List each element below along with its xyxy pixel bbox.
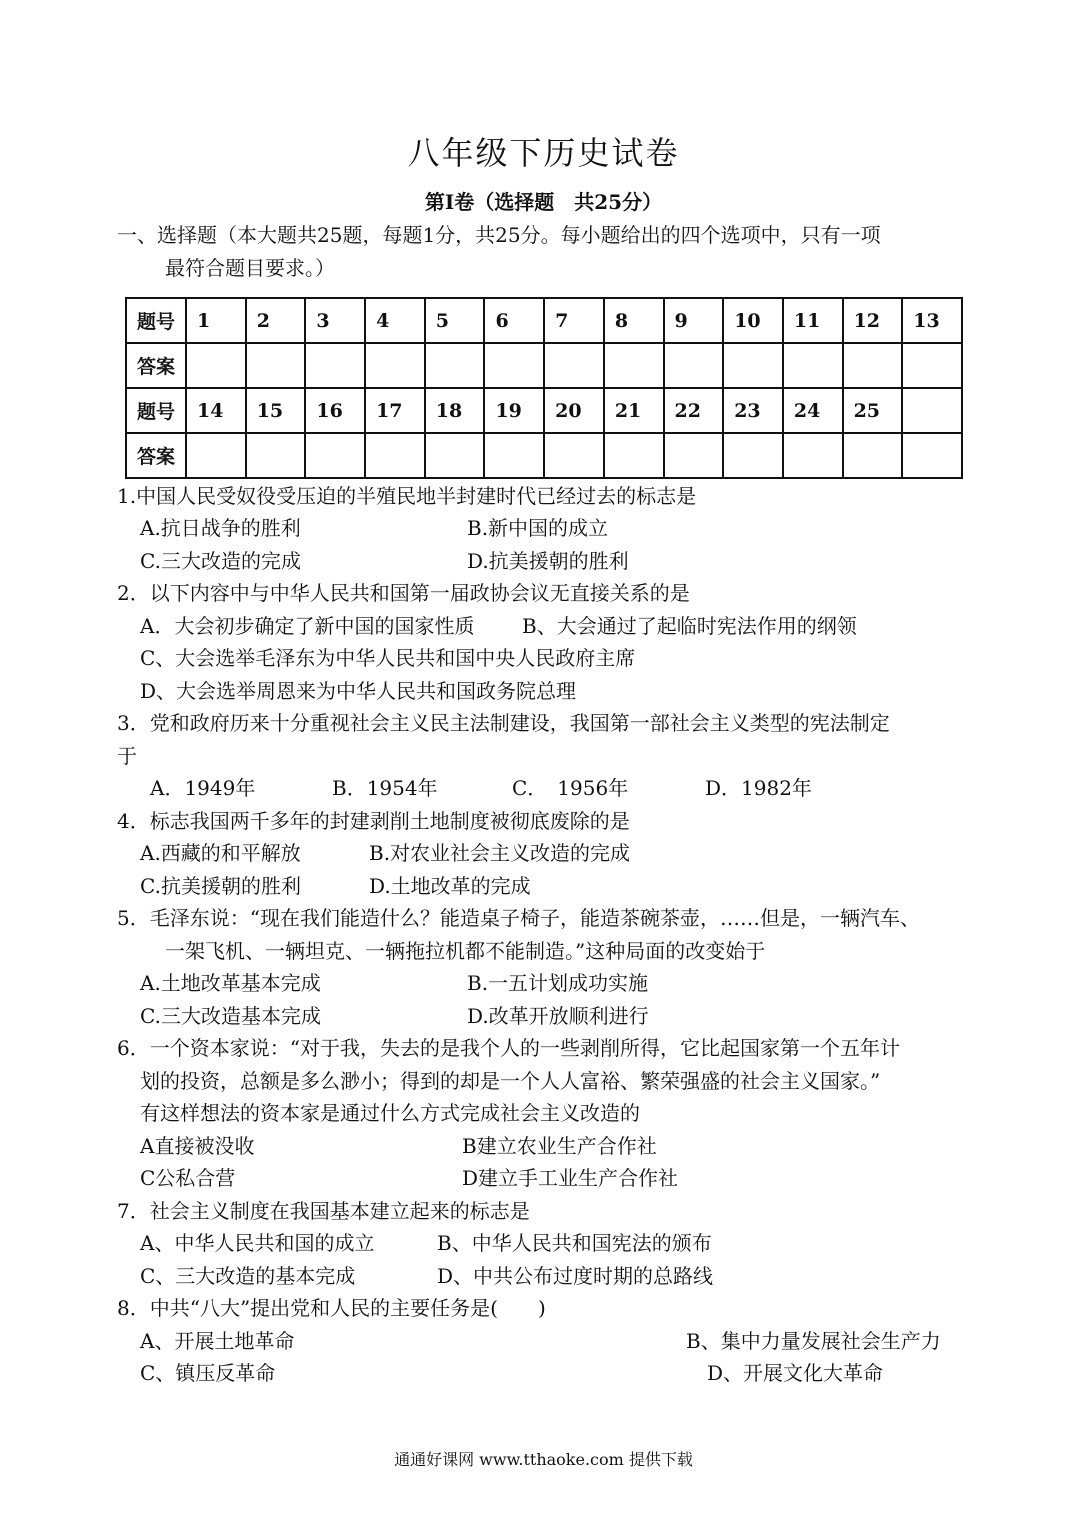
question-number-cell [902,388,962,433]
question-8-option-a: A、开展土地革命 [140,1329,295,1353]
question-number-cell: 12 [843,298,903,343]
answer-cell[interactable] [723,343,783,388]
answer-cell[interactable] [902,433,962,478]
question-6-option-d: D建立手工业生产合作社 [462,1166,679,1190]
question-6-stem-continued: 划的投资，总额是多么渺小；得到的却是一个人人富裕、繁荣强盛的社会主义国家。” [140,1069,881,1093]
question-6-stem-continued-2: 有这样想法的资本家是通过什么方式完成社会主义改造的 [140,1101,640,1125]
question-number-cell: 25 [843,388,903,433]
question-5-option-a: A.土地改革基本完成 [140,971,321,995]
question-3-option-b: B．1954年 [332,776,438,800]
answer-cell[interactable] [365,433,425,478]
answer-cell[interactable] [843,433,903,478]
answer-cell[interactable] [544,343,604,388]
question-number-cell: 17 [365,388,425,433]
question-3-stem-continued: 于 [117,744,137,768]
question-number-cell: 21 [604,388,664,433]
question-8-option-b: B、集中力量发展社会生产力 [686,1329,941,1353]
question-5-option-d: D.改革开放顺利进行 [467,1004,649,1028]
question-1-option-a: A.抗日战争的胜利 [140,516,301,540]
question-1-option-c: C.三大改造的完成 [140,549,301,573]
row-label-answer: 答案 [126,343,186,388]
answer-table-number-row-2 [126,388,962,433]
answer-table-number-row-1 [126,298,962,343]
answer-table-answer-row-2 [126,433,962,478]
question-number-cell: 20 [544,388,604,433]
row-label-number: 题号 [126,388,186,433]
question-number-cell: 11 [783,298,843,343]
question-5-option-c: C.三大改造基本完成 [140,1004,321,1028]
answer-cell[interactable] [664,433,724,478]
question-number-cell: 14 [186,388,246,433]
answer-cell[interactable] [604,343,664,388]
question-2-option-b: B、大会通过了起临时宪法作用的纲领 [522,614,857,638]
question-number-cell: 2 [246,298,306,343]
question-7-option-a: A、中华人民共和国的成立 [140,1231,375,1255]
question-5-option-b: B.一五计划成功实施 [467,971,649,995]
answer-cell[interactable] [544,433,604,478]
question-number-cell: 16 [305,388,365,433]
question-5-stem-continued: 一架飞机、一辆坦克、一辆拖拉机都不能制造。”这种局面的改变始于 [165,939,766,963]
answer-cell[interactable] [604,433,664,478]
question-5-stem: 5．毛泽东说：“现在我们能造什么？能造桌子椅子，能造茶碗茶壶，……但是，一辆汽车、 [117,906,920,930]
answer-cell[interactable] [902,343,962,388]
question-4-option-d: D.土地改革的完成 [369,874,531,898]
question-7-option-c: C、三大改造的基本完成 [140,1264,356,1288]
question-number-cell: 5 [425,298,485,343]
page-title: 八年级下历史试卷 [407,134,680,172]
question-number-cell: 4 [365,298,425,343]
answer-cell[interactable] [186,343,246,388]
instructions-line-1: 一、选择题（本大题共25题，每题1分，共25分。每小题给出的四个选项中，只有一项 [117,223,881,247]
question-7-option-b: B、中华人民共和国宪法的颁布 [437,1231,712,1255]
instructions-line-2: 最符合题目要求。） [165,256,335,280]
question-4-stem: 4．标志我国两千多年的封建剥削土地制度被彻底废除的是 [117,809,630,833]
question-4-option-a: A.西藏的和平解放 [140,841,301,865]
section-subtitle: 第Ⅰ卷（选择题 共25分） [424,190,663,214]
section-instructions [117,219,977,285]
answer-cell[interactable] [783,433,843,478]
question-4-option-c: C.抗美援朝的胜利 [140,874,301,898]
answer-cell[interactable] [186,433,246,478]
question-3-option-c: C． 1956年 [512,776,629,800]
answer-cell[interactable] [246,343,306,388]
answer-cell[interactable] [425,343,485,388]
answer-cell[interactable] [246,433,306,478]
answer-cell[interactable] [365,343,425,388]
question-6-option-a: A直接被没收 [140,1134,255,1158]
question-number-cell: 13 [902,298,962,343]
answer-cell[interactable] [305,433,365,478]
question-number-cell: 18 [425,388,485,433]
question-number-cell: 15 [246,388,306,433]
answer-cell[interactable] [783,343,843,388]
question-number-cell: 7 [544,298,604,343]
question-number-cell: 9 [664,298,724,343]
question-2-option-c: C、大会选举毛泽东为中华人民共和国中央人民政府主席 [140,646,636,670]
question-1-option-b: B.新中国的成立 [467,516,609,540]
question-8-stem: 8．中共“八大”提出党和人民的主要任务是( ) [117,1296,546,1320]
question-6-stem: 6．一个资本家说：“对于我，失去的是我个人的一些剥削所得，它比起国家第一个五年计 [117,1036,900,1060]
page-footer: 通通好课网 www.tthaoke.com 提供下载 [394,1450,693,1469]
question-1-option-d: D.抗美援朝的胜利 [467,549,629,573]
question-number-cell: 6 [484,298,544,343]
question-number-cell: 3 [305,298,365,343]
question-2-stem: 2．以下内容中与中华人民共和国第一届政协会议无直接关系的是 [117,581,690,605]
answer-cell[interactable] [425,433,485,478]
question-1-stem: 1.中国人民受奴役受压迫的半殖民地半封建时代已经过去的标志是 [117,484,697,508]
question-8-option-d: D、开展文化大革命 [707,1361,884,1385]
question-3-stem: 3．党和政府历来十分重视社会主义民主法制建设，我国第一部社会主义类型的宪法制定 [117,711,890,735]
question-number-cell: 24 [783,388,843,433]
answer-cell[interactable] [723,433,783,478]
answer-cell[interactable] [484,343,544,388]
question-number-cell: 10 [723,298,783,343]
answer-cell[interactable] [305,343,365,388]
question-7-stem: 7．社会主义制度在我国基本建立起来的标志是 [117,1199,530,1223]
answer-cell[interactable] [484,433,544,478]
question-6-option-b: B建立农业生产合作社 [462,1134,657,1158]
answer-cell[interactable] [664,343,724,388]
row-label-number: 题号 [126,298,186,343]
row-label-answer: 答案 [126,433,186,478]
question-number-cell: 8 [604,298,664,343]
question-8-option-c: C、镇压反革命 [140,1361,276,1385]
question-4-option-b: B.对农业社会主义改造的完成 [369,841,631,865]
answer-table [125,297,963,479]
question-6-option-c: C公私合营 [140,1166,236,1190]
question-7-option-d: D、中共公布过度时期的总路线 [437,1264,714,1288]
question-2-option-a: A．大会初步确定了新中国的国家性质 [140,614,475,638]
question-number-cell: 23 [723,388,783,433]
question-3-option-a: A．1949年 [150,776,256,800]
question-number-cell: 22 [664,388,724,433]
question-2-option-d: D、大会选举周恩来为中华人民共和国政务院总理 [140,679,577,703]
question-3-option-d: D．1982年 [705,776,812,800]
question-number-cell: 19 [484,388,544,433]
answer-table-answer-row-1 [126,343,962,388]
question-number-cell: 1 [186,298,246,343]
answer-cell[interactable] [843,343,903,388]
